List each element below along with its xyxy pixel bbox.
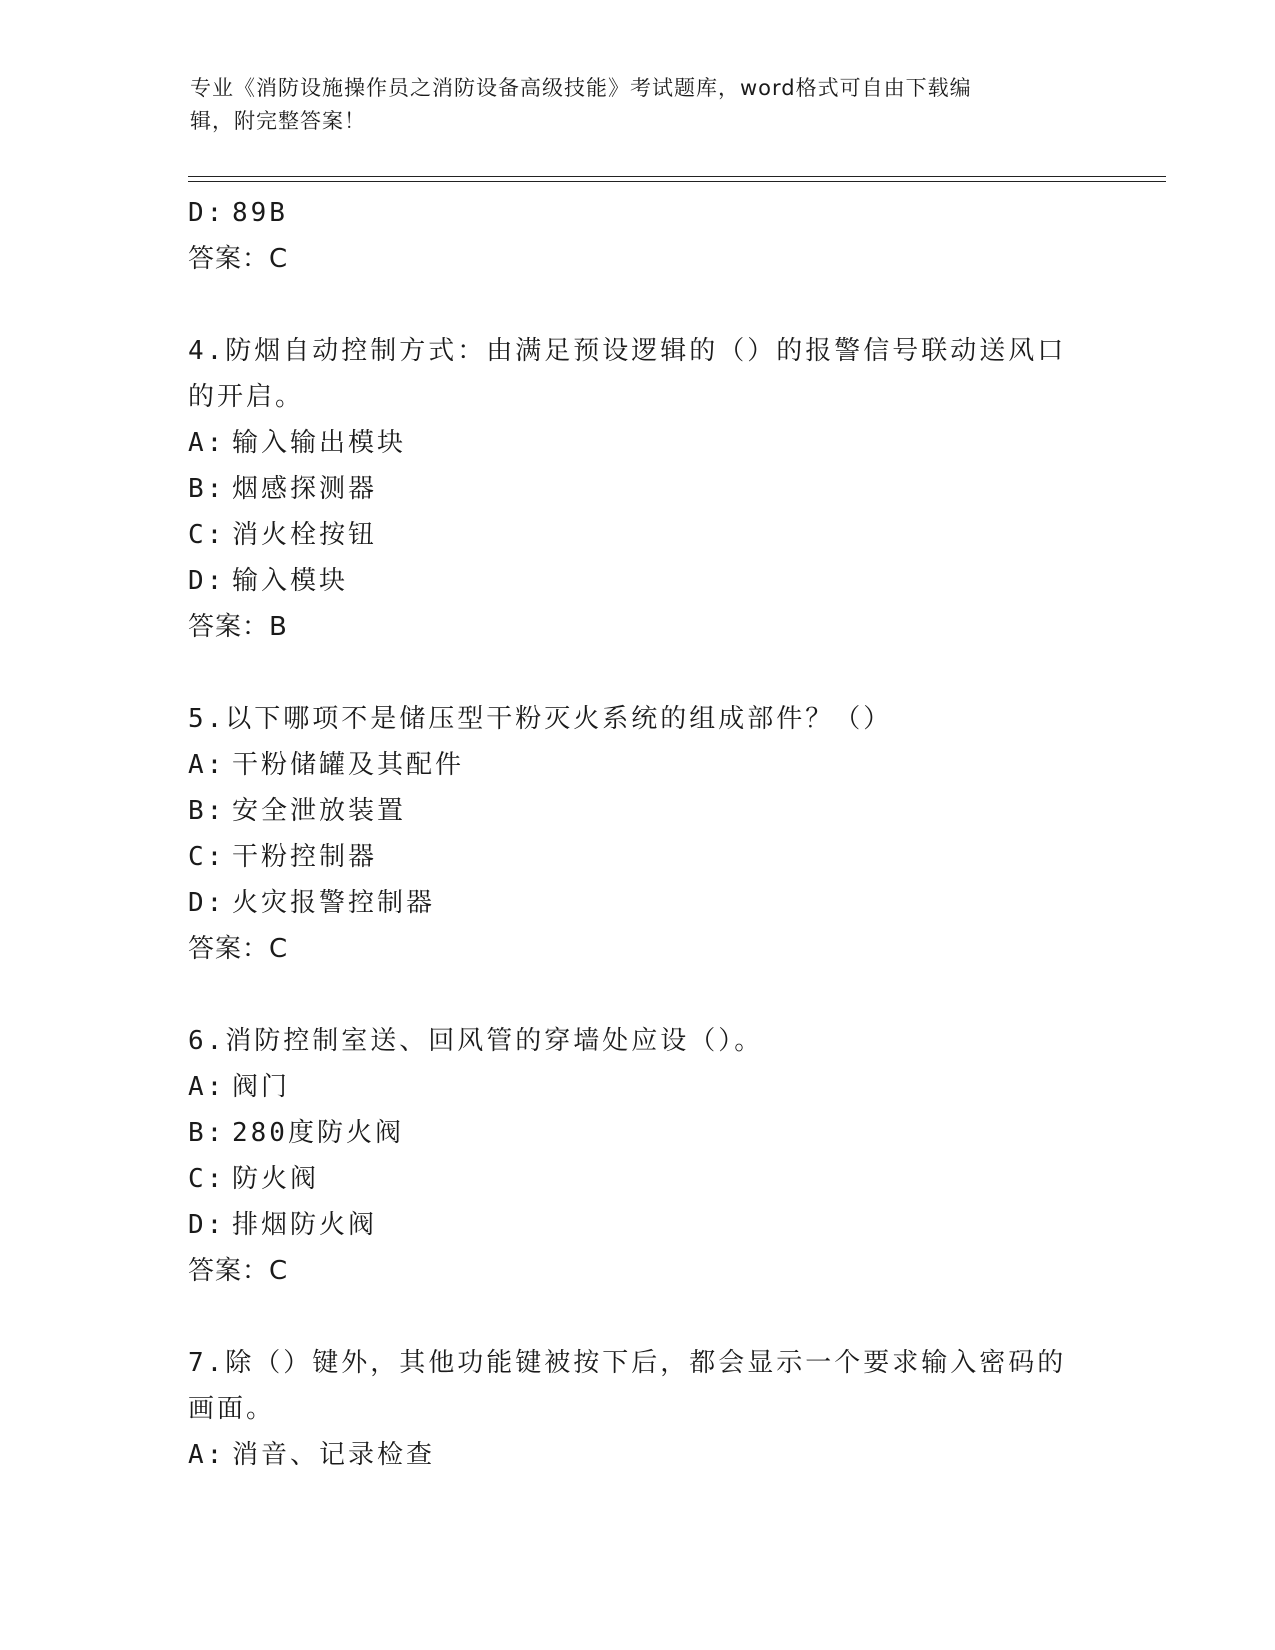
- header-divider-bottom: [188, 181, 1166, 182]
- question-6: [188, 1018, 1088, 1294]
- question-7: [188, 1340, 1088, 1478]
- answer: 答案：C: [188, 244, 289, 274]
- option-text: 干粉储罐及其配件: [232, 750, 465, 780]
- question-stem: [188, 696, 1068, 742]
- option-key: D:: [188, 888, 226, 918]
- question-stem: [188, 328, 1068, 420]
- option-d: [188, 190, 1088, 236]
- option-a: [188, 1432, 1088, 1478]
- question-stem: [188, 1018, 1068, 1064]
- question-stem-line-2: 画面。: [188, 1394, 276, 1424]
- option-text: 干粉控制器: [232, 842, 378, 872]
- spacer: [188, 282, 1088, 328]
- option-text: 安全泄放装置: [232, 796, 407, 826]
- spacer: [188, 1294, 1088, 1340]
- option-a: [188, 1064, 1088, 1110]
- option-key: B:: [188, 474, 226, 504]
- answer: 答案：B: [188, 612, 288, 642]
- option-b: [188, 1110, 1088, 1156]
- answer: 答案：C: [188, 934, 289, 964]
- answer: 答案：C: [188, 1256, 289, 1286]
- option-text: 火灾报警控制器: [232, 888, 436, 918]
- option-c: [188, 1156, 1088, 1202]
- option-b: [188, 466, 1088, 512]
- option-text: 阀门: [232, 1072, 291, 1102]
- option-key: C:: [188, 1164, 226, 1194]
- question-stem-line-1: 4.防烟自动控制方式：由满足预设逻辑的（）的报警信号联动送风口: [188, 336, 1067, 366]
- option-d: [188, 1202, 1088, 1248]
- option-text: 消音、记录检查: [232, 1440, 436, 1470]
- question-stem-line-1: 7.除（）键外，其他功能键被按下后，都会显示一个要求输入密码的: [188, 1348, 1067, 1378]
- option-text: 消火栓按钮: [232, 520, 378, 550]
- option-d: [188, 558, 1088, 604]
- header-line-2: 辑，附完整答案！: [190, 109, 366, 133]
- option-key: B:: [188, 796, 226, 826]
- option-key: A:: [188, 750, 226, 780]
- option-text: 输入模块: [232, 566, 349, 596]
- option-d: [188, 880, 1088, 926]
- option-key: C:: [188, 842, 226, 872]
- document-header: [190, 72, 1090, 138]
- option-key: D:: [188, 198, 226, 228]
- question-4: [188, 328, 1088, 650]
- question-list: [188, 190, 1088, 1478]
- option-text: 排烟防火阀: [232, 1210, 378, 1240]
- option-b: [188, 788, 1088, 834]
- header-divider-top: [188, 176, 1166, 177]
- option-key: C:: [188, 520, 226, 550]
- option-text: 280度防火阀: [232, 1118, 404, 1148]
- option-c: [188, 834, 1088, 880]
- option-key: B:: [188, 1118, 226, 1148]
- question-3: [188, 190, 1088, 282]
- option-c: [188, 512, 1088, 558]
- option-text: 防火阀: [232, 1164, 320, 1194]
- option-key: A:: [188, 1440, 226, 1470]
- option-a: [188, 420, 1088, 466]
- question-stem-line-2: 的开启。: [188, 382, 305, 412]
- question-stem-line-1: 5.以下哪项不是储压型干粉灭火系统的组成部件？（）: [188, 704, 893, 734]
- option-text: 烟感探测器: [232, 474, 378, 504]
- option-key: A:: [188, 428, 226, 458]
- option-text: 输入输出模块: [232, 428, 407, 458]
- option-a: [188, 742, 1088, 788]
- question-stem: [188, 1340, 1068, 1432]
- option-text: 89B: [232, 198, 288, 228]
- question-5: [188, 696, 1088, 972]
- option-key: D:: [188, 1210, 226, 1240]
- header-line-1: 专业《消防设施操作员之消防设备高级技能》考试题库，word格式可自由下载编: [190, 76, 972, 100]
- option-key: D:: [188, 566, 226, 596]
- option-key: A:: [188, 1072, 226, 1102]
- spacer: [188, 650, 1088, 696]
- spacer: [188, 972, 1088, 1018]
- question-stem-line-1: 6.消防控制室送、回风管的穿墙处应设（）。: [188, 1026, 764, 1056]
